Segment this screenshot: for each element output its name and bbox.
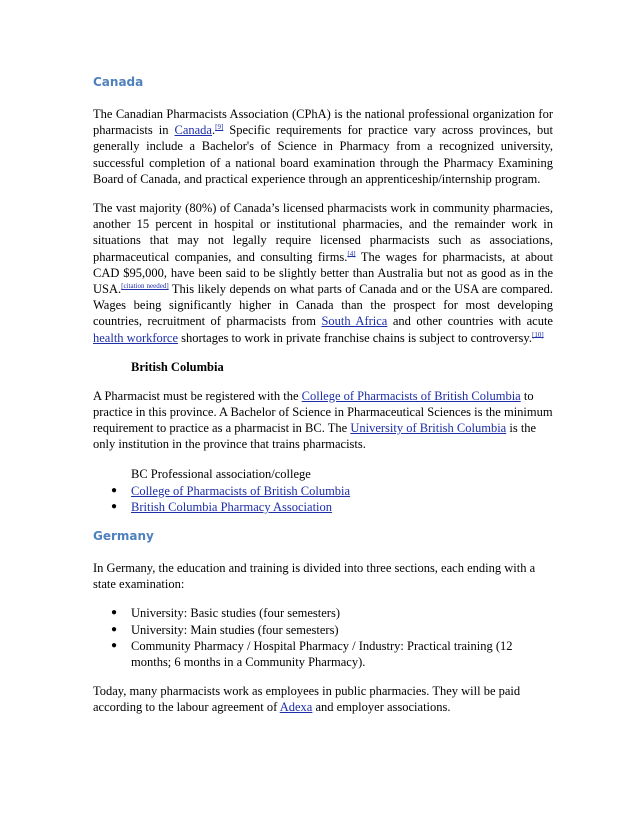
link-canada[interactable]: Canada: [174, 123, 212, 138]
text: Today, many pharmacists work as employees in public pharmacies. They will be paid according to the labour agreement of: [93, 684, 521, 715]
text: Specific requirements for practice vary across provinces, but generally include a Bachelor's of Science in Pharmacy from a recognized university, successful completion of a national board examination through the Pharmacy Examining Board of Canada, and practical experience through an apprenticeship/internship program.: [93, 123, 553, 186]
list-item: [93, 499, 553, 515]
list-item-text: Community Pharmacy / Hospital Pharmacy / Industry: Practical training (12 months; 6 months in a Community Pharmacy).: [131, 638, 513, 670]
ref-link[interactable]: [4]: [347, 249, 356, 258]
heading-canada: Canada: [93, 75, 144, 89]
bullet-icon: ●: [111, 623, 118, 635]
text: This likely depends on what parts of Canada and or the USA are compared. Wages being significantly higher in Canada than the prospect for most developing countries, recruitment of pharmacists from: [93, 282, 553, 329]
ref-link[interactable]: [9]: [215, 123, 224, 132]
list-item: [93, 605, 553, 621]
bullet-icon: ●: [111, 639, 118, 651]
link-college-pharmacists-bc[interactable]: College of Pharmacists of British Columbia: [301, 388, 521, 403]
text: and other countries with acute: [387, 314, 553, 329]
link-adexa[interactable]: Adexa: [279, 700, 313, 715]
paragraph-germany-intro: In Germany, the education and training is divided into three sections, each ending with a state examination:: [93, 561, 536, 592]
heading-british-columbia: British Columbia: [131, 359, 224, 374]
ref-link[interactable]: [10]: [532, 330, 544, 339]
list-item: [93, 483, 553, 499]
text: A Pharmacist must be registered with the: [93, 388, 302, 403]
link-ubc[interactable]: University of British Columbia: [350, 421, 507, 436]
bullet-icon: ●: [111, 500, 118, 512]
list-item: [93, 622, 553, 638]
document-body: [93, 74, 553, 729]
paragraph-germany-employment: [93, 683, 553, 715]
bc-association-list: [93, 483, 553, 515]
text: and employer associations.: [312, 700, 451, 715]
text: The Canadian Pharmacists Association (CPhA) is the national professional organization for pharmacists in: [93, 107, 553, 138]
bullet-icon: ●: [111, 607, 118, 619]
paragraph-canada-cpha: The Canadian Pharmacists Association (CPhA) is the national professional organization for pharmacists in Canada.[9] Specific requirements for practice vary across provinces, but generally include a Bachelor's of Science in Pharmacy from a recognized university, successful completion of a national board examination through the Pharmacy Examining Board of Canada, and practical experience through an apprenticeship/internship program.: [93, 107, 553, 186]
bc-association-label: BC Professional association/college: [131, 466, 311, 481]
germany-training-list: [93, 605, 553, 670]
citation-needed-link[interactable]: [citation needed]: [121, 281, 169, 290]
list-item-text: University: Basic studies (four semesters): [131, 606, 340, 621]
link-health-workforce[interactable]: health workforce: [93, 330, 179, 345]
bullet-icon: ●: [111, 484, 118, 496]
text: to practice in this province. A Bachelor of Science in Pharmaceutical Sciences is the minimum requirement to practice as a pharmacist in BC. The: [93, 388, 553, 436]
link-bc-pharmacy-association[interactable]: British Columbia Pharmacy Association: [131, 499, 333, 514]
text: The wages for pharmacists, at about CAD $95,000, have been said to be slightly better than Australia but not as good as in the USA.: [93, 249, 553, 297]
text: is the only institution in the province that trains pharmacists.: [93, 421, 537, 452]
text: shortages to work in private franchise chains is subject to controversy.: [178, 330, 532, 345]
paragraph-british-columbia: [93, 388, 553, 453]
heading-germany: Germany: [93, 529, 154, 544]
link-south-africa[interactable]: South Africa: [321, 314, 388, 329]
link-college-pharmacists-bc[interactable]: College of Pharmacists of British Columbia: [131, 483, 351, 498]
list-item: [93, 638, 553, 670]
paragraph-canada-workforce: [93, 200, 553, 346]
list-item-text: University: Main studies (four semesters): [131, 622, 339, 637]
text: The vast majority (80%) of Canada’s licensed pharmacists work in community pharmacies, another 15 percent in hospital or institutional pharmacies, and the remainder work in situations that may not legally require licensed pharmacists such as associations, pharmaceutical companies, and consulting firms.: [93, 201, 553, 264]
